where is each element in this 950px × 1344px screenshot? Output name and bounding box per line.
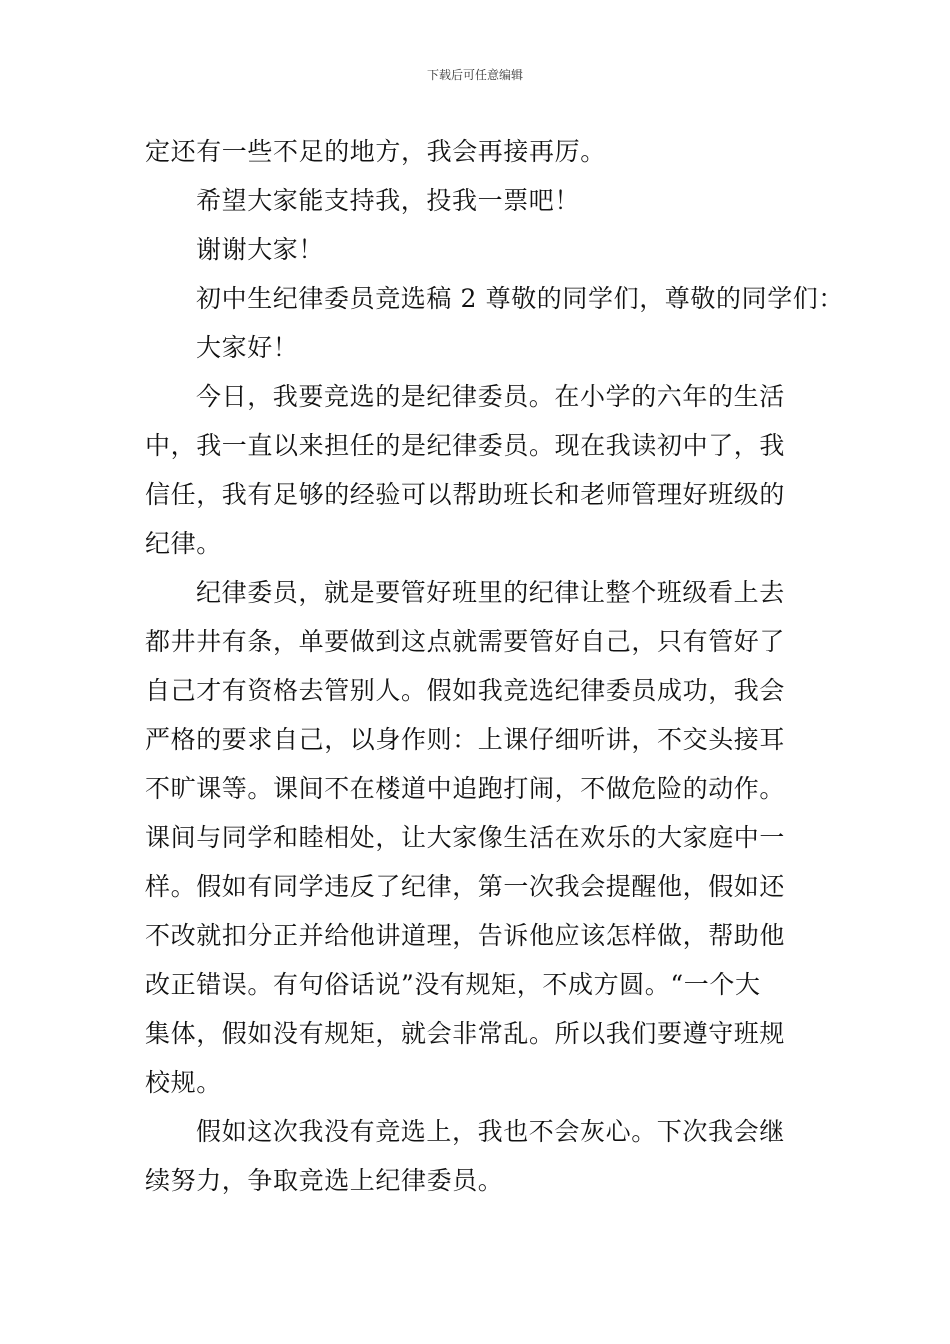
text-line: 定还有一些不足的地方，我会再接再厉。 xyxy=(145,137,606,166)
text-line: 今日，我要竞选的是纪律委员。在小学的六年的生活 xyxy=(196,382,785,411)
text-line: 纪律委员，就是要管好班里的纪律让整个班级看上去 xyxy=(196,578,785,607)
text-line: 严格的要求自己，以身作则：上课仔细听讲，不交头接耳 xyxy=(145,725,786,754)
text-line: 校规。 xyxy=(145,1068,222,1097)
text-line: 改正错误。有句俗话说”没有规矩，不成方圆。“一个大 xyxy=(145,970,761,999)
text-line: 希望大家能支持我，投我一票吧！ xyxy=(196,186,581,215)
text-line: 假如这次我没有竞选上，我也不会灰心。下次我会继 xyxy=(196,1117,785,1146)
text-line: 初中生纪律委员竞选稿 2 尊敬的同学们，尊敬的同学们： xyxy=(196,284,845,313)
text-line: 信任，我有足够的经验可以帮助班长和老师管理好班级的 xyxy=(145,480,786,509)
text-line: 纪律。 xyxy=(145,529,222,558)
text-line: 不旷课等。课间不在楼道中追跑打闹，不做危险的动作。 xyxy=(145,774,786,803)
text-line: 集体，假如没有规矩，就会非常乱。所以我们要遵守班规 xyxy=(145,1019,786,1048)
page-header: 下载后可任意编辑 xyxy=(426,68,523,82)
text-line: 谢谢大家！ xyxy=(196,235,325,264)
text-line: 课间与同学和睦相处，让大家像生活在欢乐的大家庭中一 xyxy=(145,823,786,852)
text-line: 不改就扣分正并给他讲道理，告诉他应该怎样做，帮助他 xyxy=(145,921,786,950)
text-line: 样。假如有同学违反了纪律，第一次我会提醒他，假如还 xyxy=(145,872,786,901)
text-line: 续努力，争取竞选上纪律委员。 xyxy=(145,1166,504,1195)
document-body xyxy=(145,127,845,1205)
text-line: 都井井有条，单要做到这点就需要管好自己，只有管好了 xyxy=(145,627,786,656)
text-line: 自己才有资格去管别人。假如我竞选纪律委员成功，我会 xyxy=(145,676,786,705)
text-line: 大家好！ xyxy=(196,333,299,362)
text-line: 中，我一直以来担任的是纪律委员。现在我读初中了，我 xyxy=(145,431,786,460)
